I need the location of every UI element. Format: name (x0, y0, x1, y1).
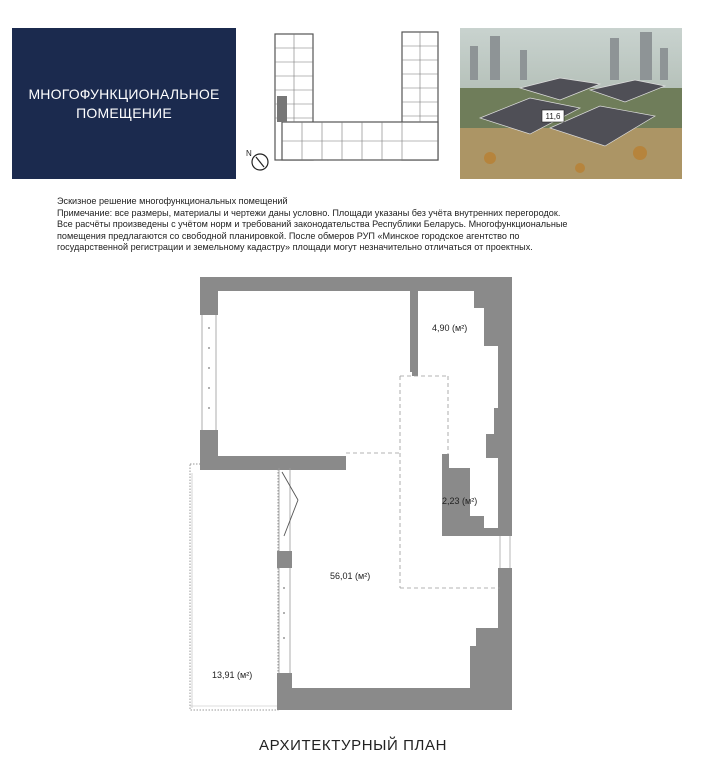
notes-heading: Эскизное решение многофункциональных помещений (57, 196, 288, 206)
header-title: МНОГОФУНКЦИОНАЛЬНОЕ ПОМЕЩЕНИЕ (28, 85, 220, 121)
key-plan (242, 26, 454, 186)
area-label-main-hall: 56,01 (м²) (330, 571, 371, 581)
notes-block (57, 196, 657, 254)
area-label-terrace: 13,91 (м²) (212, 670, 253, 680)
compass-icon (252, 154, 268, 170)
plan-title: АРХИТЕКТУРНЫЙ ПЛАН (258, 737, 448, 754)
area-label-room-2-23: 2,23 (м²) (442, 496, 478, 506)
notes-line: Все расчёты произведены с учётом норм и требований законодательства Республики Беларусь. Многофункциональные (57, 219, 568, 230)
floor-plan (180, 268, 525, 718)
aerial-render (460, 28, 682, 179)
north-label: N (246, 149, 252, 158)
highlighted-unit (277, 96, 287, 122)
building-label: 11,6 (545, 112, 561, 121)
header-banner (12, 28, 236, 179)
area-label-room-4-90: 4,90 (м²) (432, 323, 468, 333)
notes-line: государственной регистрации и земельному кадастру» площади могут незначительно отличаться от проектных. (57, 242, 533, 253)
notes-line: Примечание: все размеры, материалы и чертежи даны условно. Площади указаны без учёта внутренних перегородок. (57, 207, 561, 218)
notes-line: помещения предлагаются со свободной планировкой. После обмеров РУП «Минское городское агентство по (57, 230, 520, 241)
